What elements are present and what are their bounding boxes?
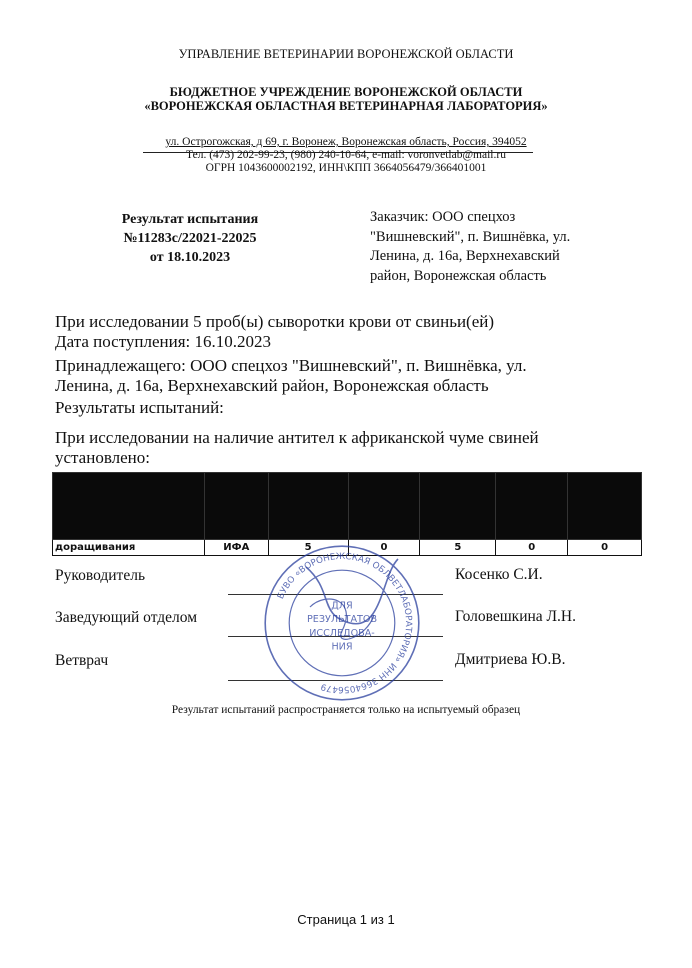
table-cell: 5 [268, 540, 348, 556]
svg-text:ИССЛЕДОВА-: ИССЛЕДОВА- [309, 627, 375, 639]
result-number: №11283с/22021-22025 [123, 231, 257, 246]
table-header-cell [568, 473, 642, 540]
results-label: Результаты испытаний: [55, 398, 224, 417]
footer-note: Результат испытаний распространяется только на испытуемый образец [171, 704, 521, 716]
customer-line: "Вишневский", п. Вишнёвка, ул. [370, 228, 571, 245]
table-header-cell [53, 473, 205, 540]
phone-email: Тел. (473) 202-99-23, (980) 240-10-64, e-mail: voronvetlab@mail.ru [186, 149, 506, 161]
result-title-block [70, 210, 310, 267]
signature-role: Ветврач [55, 652, 109, 669]
signature-name: Косенко С.И. [455, 566, 543, 583]
org-line-2: «ВОРОНЕЖСКАЯ ОБЛАСТНАЯ ВЕТЕРИНАРНАЯ ЛАБОРАТОРИЯ» [144, 99, 548, 113]
customer-line: район, Воронежская область [370, 267, 547, 284]
table-cell: 0 [348, 540, 420, 556]
customer-block [370, 208, 650, 286]
page-number: Страница 1 из 1 [297, 912, 395, 927]
established-label: установлено: [55, 448, 150, 467]
address: ул. Острогожская, д 69, г. Воронеж, Воронежская область, Россия, 394052 [165, 136, 527, 148]
table-cell: 5 [420, 540, 496, 556]
svg-text:РЕЗУЛЬТАТОВ: РЕЗУЛЬТАТОВ [306, 614, 378, 626]
customer-line: Заказчик: ООО спецхоз [370, 209, 516, 225]
org-line-1: БЮДЖЕТНОЕ УЧРЕЖДЕНИЕ ВОРОНЕЖСКОЙ ОБЛАСТИ [169, 85, 523, 99]
samples-text: При исследовании 5 проб(ы) сыворотки крови от свиньи(ей) [55, 312, 495, 331]
svg-text:ДЛЯ: ДЛЯ [331, 600, 353, 612]
table-header-cell [496, 473, 568, 540]
table-header-cell [420, 473, 496, 540]
registration-ids: ОГРН 1043600002192, ИНН\КПП 3664056479/366401001 [205, 162, 487, 174]
signature-role: Заведующий отделом [55, 609, 198, 626]
authority-heading: УПРАВЛЕНИЕ ВЕТЕРИНАРИИ ВОРОНЕЖСКОЙ ОБЛАСТИ [178, 47, 514, 61]
signature-name: Головешкина Л.Н. [455, 608, 577, 625]
result-date: от 18.10.2023 [149, 250, 231, 265]
table-cell: ИФА [204, 540, 268, 556]
table-cell: 0 [496, 540, 568, 556]
table-header-cell [268, 473, 348, 540]
header-rule [143, 152, 533, 153]
table-cell: доращивания [53, 540, 205, 556]
table-header-row [53, 473, 642, 540]
stamp-ring-text: БУВО «ВОРОНЕЖСКАЯ ОБЛВЕТЛАБОРАТОРИЯ» ИНН 3664056479 [276, 551, 414, 695]
signature-role: Руководитель [55, 567, 146, 584]
table-header-cell [204, 473, 268, 540]
owner-line-1: Принадлежащего: ООО спецхоз "Вишневский", п. Вишнёвка, ул. [55, 356, 527, 375]
official-stamp [262, 543, 422, 703]
customer-line: Ленина, д. 16а, Верхнехавский [370, 248, 560, 264]
result-title: Результат испытания [121, 212, 259, 227]
contact-block [0, 136, 692, 175]
table-header-cell [348, 473, 420, 540]
owner-line-2: Ленина, д. 16а, Верхнехавский район, Воронежская область [55, 376, 489, 395]
organization-heading [0, 85, 692, 113]
study-text: При исследовании на наличие антител к африканской чуме свиней [55, 428, 539, 447]
svg-text:НИЯ: НИЯ [331, 641, 353, 653]
receipt-date: Дата поступления: 16.10.2023 [55, 332, 272, 351]
signature-name: Дмитриева Ю.В. [455, 651, 566, 668]
table-cell: 0 [568, 540, 642, 556]
